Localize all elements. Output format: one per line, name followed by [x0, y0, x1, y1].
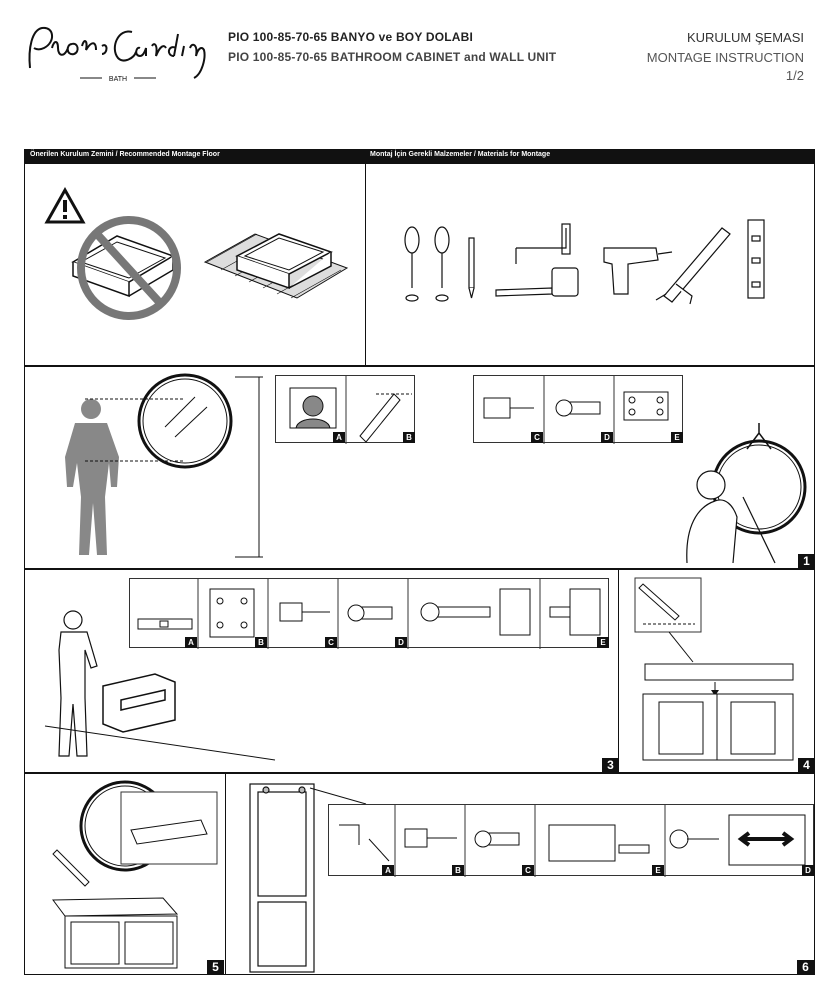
face-icon — [290, 388, 336, 428]
step-3-number: 3 — [602, 758, 619, 773]
pierre-cardin-logo — [22, 18, 222, 88]
label-e: E — [671, 432, 683, 443]
step-3-details — [129, 578, 609, 648]
label-d: D — [601, 432, 613, 443]
drill-icon — [484, 398, 534, 418]
warning-icon — [47, 190, 83, 222]
tape-measure-icon — [496, 268, 578, 296]
step-5-number: 5 — [207, 960, 224, 975]
step-6-details — [328, 804, 814, 876]
pencil-icon — [469, 238, 474, 298]
materials-panel — [365, 163, 815, 366]
screw-icon — [421, 589, 530, 635]
label-b: B — [452, 865, 464, 876]
bracket-icon — [624, 392, 668, 420]
doc-title-en: MONTAGE INSTRUCTION — [646, 50, 804, 65]
doc-title-tr: KURULUM ŞEMASI — [686, 30, 804, 45]
screw-icon — [348, 605, 392, 621]
mirror-icon — [687, 423, 805, 563]
step-4-number: 4 — [798, 758, 815, 773]
label-c: C — [325, 637, 337, 648]
hanger-icon — [549, 825, 649, 861]
prohibited-icon — [73, 220, 177, 316]
mirror-icon — [139, 375, 231, 467]
step-6-number: 6 — [797, 960, 814, 975]
spirit-level-icon — [138, 619, 192, 629]
label-e: E — [652, 865, 664, 876]
title-en: PIO 100-85-70-65 BATHROOM CABINET and WALL UNIT — [228, 50, 557, 64]
spirit-level-icon — [748, 220, 764, 298]
screw-icon — [550, 589, 600, 635]
label-d: D — [802, 865, 814, 876]
silicone-gun-icon — [53, 850, 89, 886]
cabinet-icon — [103, 674, 175, 732]
cabinet-icon — [643, 694, 793, 760]
step-5-panel — [24, 773, 226, 975]
step-1-detail-cde — [473, 375, 683, 443]
label-a: A — [382, 865, 394, 876]
drill-icon — [280, 603, 330, 621]
person-icon — [59, 611, 97, 756]
screw-icon — [556, 400, 600, 416]
cabinet-icon — [53, 898, 177, 968]
bracket-icon — [339, 825, 389, 861]
step-3-panel — [24, 569, 619, 773]
screwdriver-icon — [405, 227, 449, 301]
step-6-panel — [225, 773, 815, 975]
brand-sub: BATH — [108, 76, 128, 83]
step-1-number: 1 — [798, 554, 815, 569]
page-number: 1/2 — [785, 68, 804, 83]
materials-section-title: Montaj İçin Gerekli Malzemeler / Materials for Montage — [370, 151, 551, 158]
section-header-band — [24, 149, 815, 163]
allen-key-icon — [516, 224, 570, 264]
label-a: A — [333, 432, 345, 443]
step-4-panel — [618, 569, 815, 773]
label-b: B — [403, 432, 415, 443]
label-c: C — [531, 432, 543, 443]
step-1-detail-ab — [275, 375, 415, 443]
carpet-icon — [205, 234, 347, 298]
drill-icon — [604, 248, 672, 294]
silicone-gun-icon — [656, 228, 730, 304]
hanger-icon — [670, 815, 805, 865]
bracket-icon — [210, 589, 254, 637]
label-a: A — [185, 637, 197, 648]
cabinet-icon — [250, 784, 314, 972]
title-tr: PIO 100-85-70-65 BANYO ve BOY DOLABI — [228, 30, 474, 44]
step-1-panel — [24, 366, 815, 569]
label-b: B — [255, 637, 267, 648]
screw-icon — [475, 831, 519, 847]
floor-section-title: Önerilen Kurulum Zemini / Recommended Montage Floor — [30, 151, 220, 158]
label-d: D — [395, 637, 407, 648]
label-c: C — [522, 865, 534, 876]
floor-panel — [24, 163, 366, 366]
label-e: E — [597, 637, 609, 648]
person-icon — [65, 399, 119, 555]
drill-icon — [405, 829, 457, 847]
